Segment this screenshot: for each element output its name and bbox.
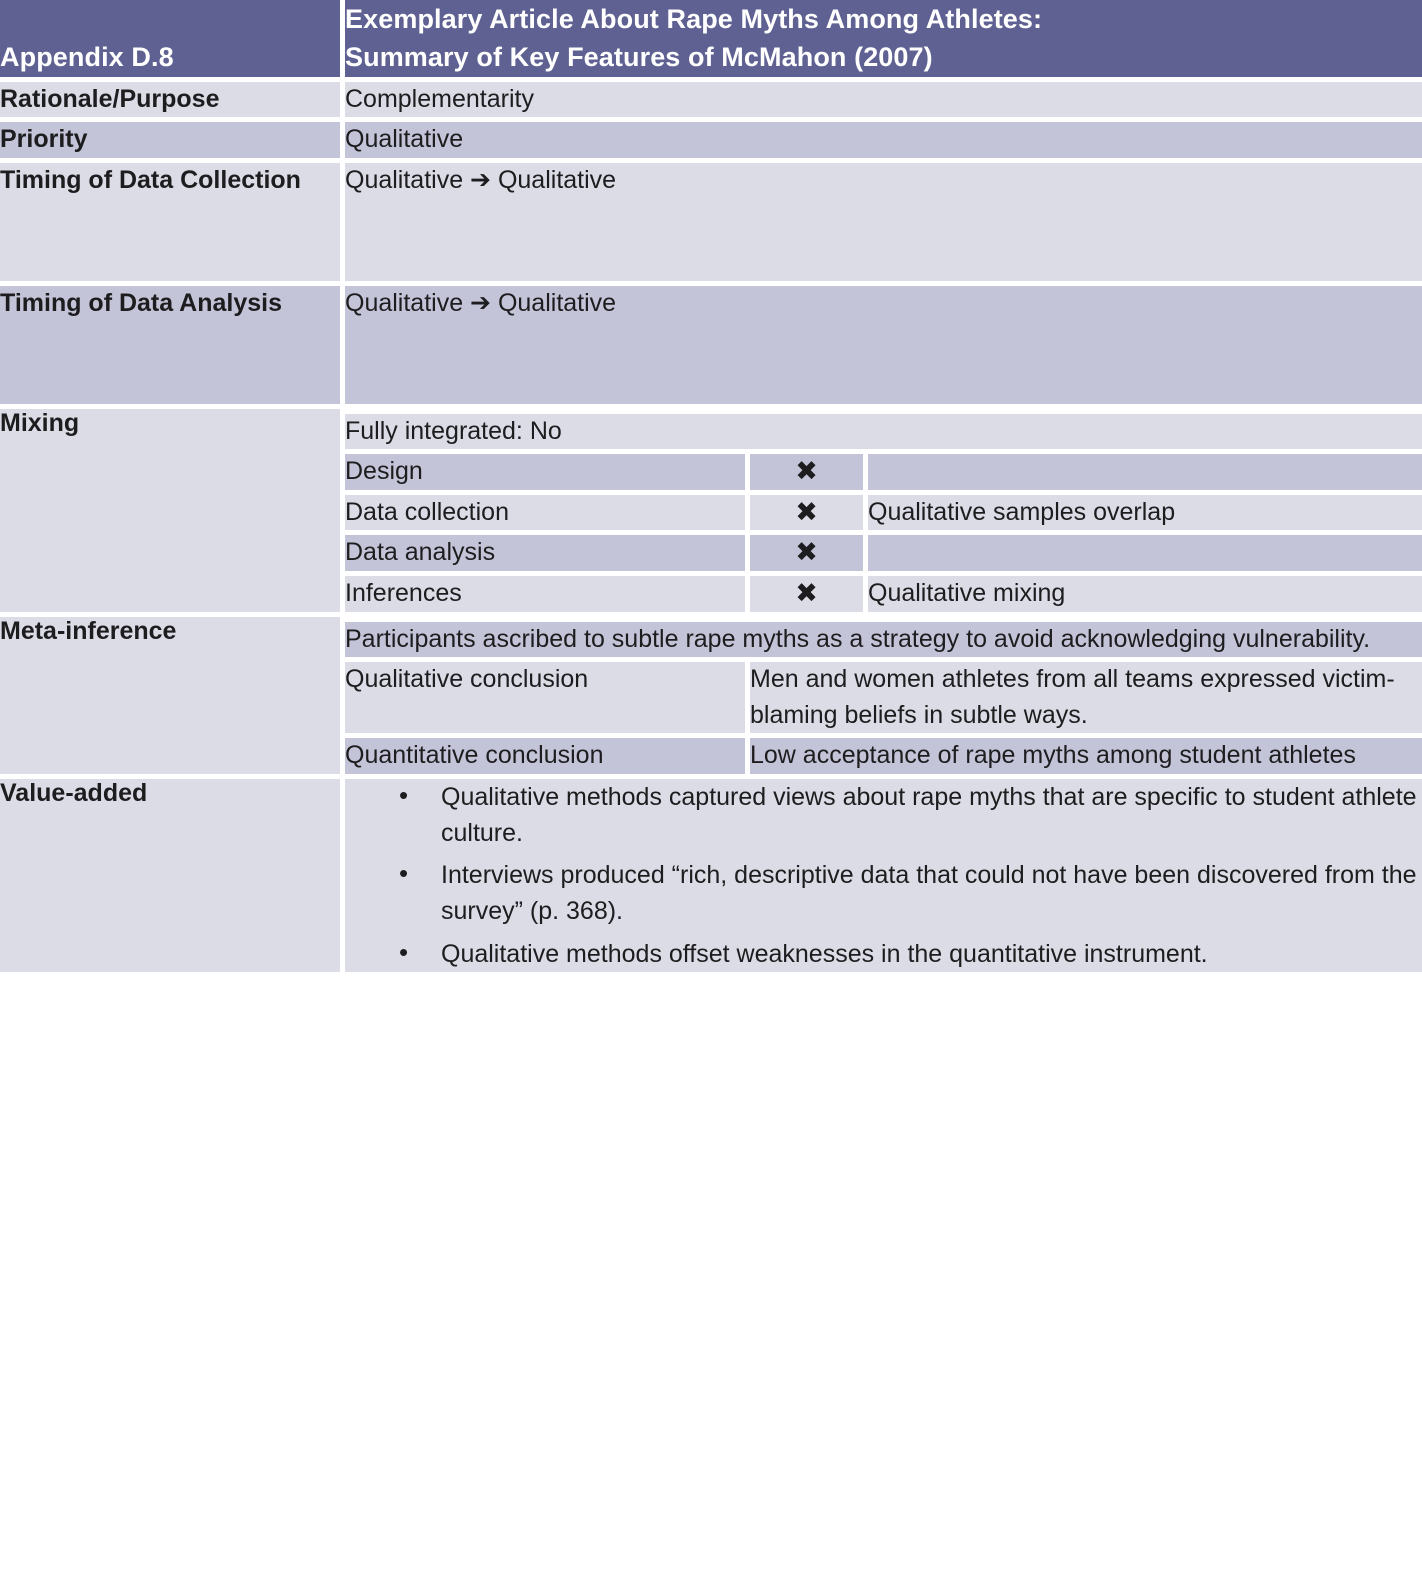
mixing-item-row: [345, 535, 1422, 571]
row-label-value-added: Value-added: [0, 779, 340, 972]
appendix-number-cell: [0, 0, 340, 77]
row-label-rationale: Rationale/Purpose: [0, 82, 340, 118]
mixing-stage-label: Data collection: [345, 495, 745, 531]
table-title-line-2: Summary of Key Features of McMahon (2007): [345, 42, 933, 73]
mixing-fully-integrated: Fully integrated: No: [345, 414, 1422, 450]
row-label-timing-collection: Timing of Data Collection: [0, 163, 340, 281]
table-row-timing-analysis: [0, 286, 1422, 404]
conclusion-kind-label: Quantitative conclusion: [345, 738, 745, 774]
row-value-rationale: Complementarity: [345, 82, 1422, 118]
meta-inference-conclusion-row: [345, 662, 1422, 733]
meta-inference-conclusion-row: [345, 738, 1422, 774]
table-row-rationale: [0, 82, 1422, 118]
row-value-timing-collection: Qualitative ➔ Qualitative: [345, 163, 1422, 281]
appendix-number-label: Appendix D.8: [0, 42, 174, 73]
cross-icon: ✖: [750, 495, 863, 531]
value-added-list: [345, 779, 1422, 972]
table-title-cell: [345, 0, 1422, 77]
meta-inference-summary-row: [345, 622, 1422, 658]
cross-icon: ✖: [750, 576, 863, 612]
conclusion-text: Men and women athletes from all teams expressed victim-blaming beliefs in subtle ways.: [750, 662, 1422, 733]
value-added-content-cell: [345, 779, 1422, 972]
mixing-subtable: [340, 409, 1422, 617]
mixing-stage-label: Data analysis: [345, 535, 745, 571]
mixing-stage-label: Design: [345, 454, 745, 490]
list-item: • Qualitative methods captured views about rape myths that are specific to student athlete culture.: [397, 779, 1422, 852]
table-title-line-1: Exemplary Article About Rape Myths Among Athletes:: [345, 4, 1043, 34]
meta-inference-summary: Participants ascribed to subtle rape myths as a strategy to avoid acknowledging vulnerability.: [345, 622, 1422, 658]
mixing-content-cell: [345, 409, 1422, 612]
row-value-timing-analysis: Qualitative ➔ Qualitative: [345, 286, 1422, 404]
row-label-mixing: Mixing: [0, 409, 340, 612]
cross-icon: ✖: [750, 535, 863, 571]
mixing-item-row: [345, 495, 1422, 531]
list-item: • Qualitative methods offset weaknesses in the quantitative instrument.: [397, 936, 1422, 972]
table-row-mixing: [0, 409, 1422, 612]
row-label-meta-inference: Meta-inference: [0, 617, 340, 774]
table-row-meta-inference: [0, 617, 1422, 774]
table-header-row: [0, 0, 1422, 77]
table-row-timing-collection: [0, 163, 1422, 281]
mixing-item-row: [345, 454, 1422, 490]
mixing-stage-note: [868, 535, 1422, 571]
mixing-stage-note: Qualitative samples overlap: [868, 495, 1422, 531]
table-row-priority: [0, 122, 1422, 158]
conclusion-text: Low acceptance of rape myths among student athletes: [750, 738, 1422, 774]
row-value-priority: Qualitative: [345, 122, 1422, 158]
mixing-stage-note: [868, 454, 1422, 490]
table-row-value-added: [0, 779, 1422, 972]
cross-icon: ✖: [750, 454, 863, 490]
conclusion-kind-label: Qualitative conclusion: [345, 662, 745, 733]
row-label-priority: Priority: [0, 122, 340, 158]
list-item: • Interviews produced “rich, descriptive data that could not have been discovered from the survey” (p. 368).: [397, 857, 1422, 930]
mixing-integration-row: [345, 414, 1422, 450]
mixing-stage-label: Inferences: [345, 576, 745, 612]
row-label-timing-analysis: Timing of Data Analysis: [0, 286, 340, 404]
mixing-stage-note: Qualitative mixing: [868, 576, 1422, 612]
meta-inference-content-cell: [345, 617, 1422, 774]
meta-inference-subtable: [340, 617, 1422, 779]
mixing-item-row: [345, 576, 1422, 612]
